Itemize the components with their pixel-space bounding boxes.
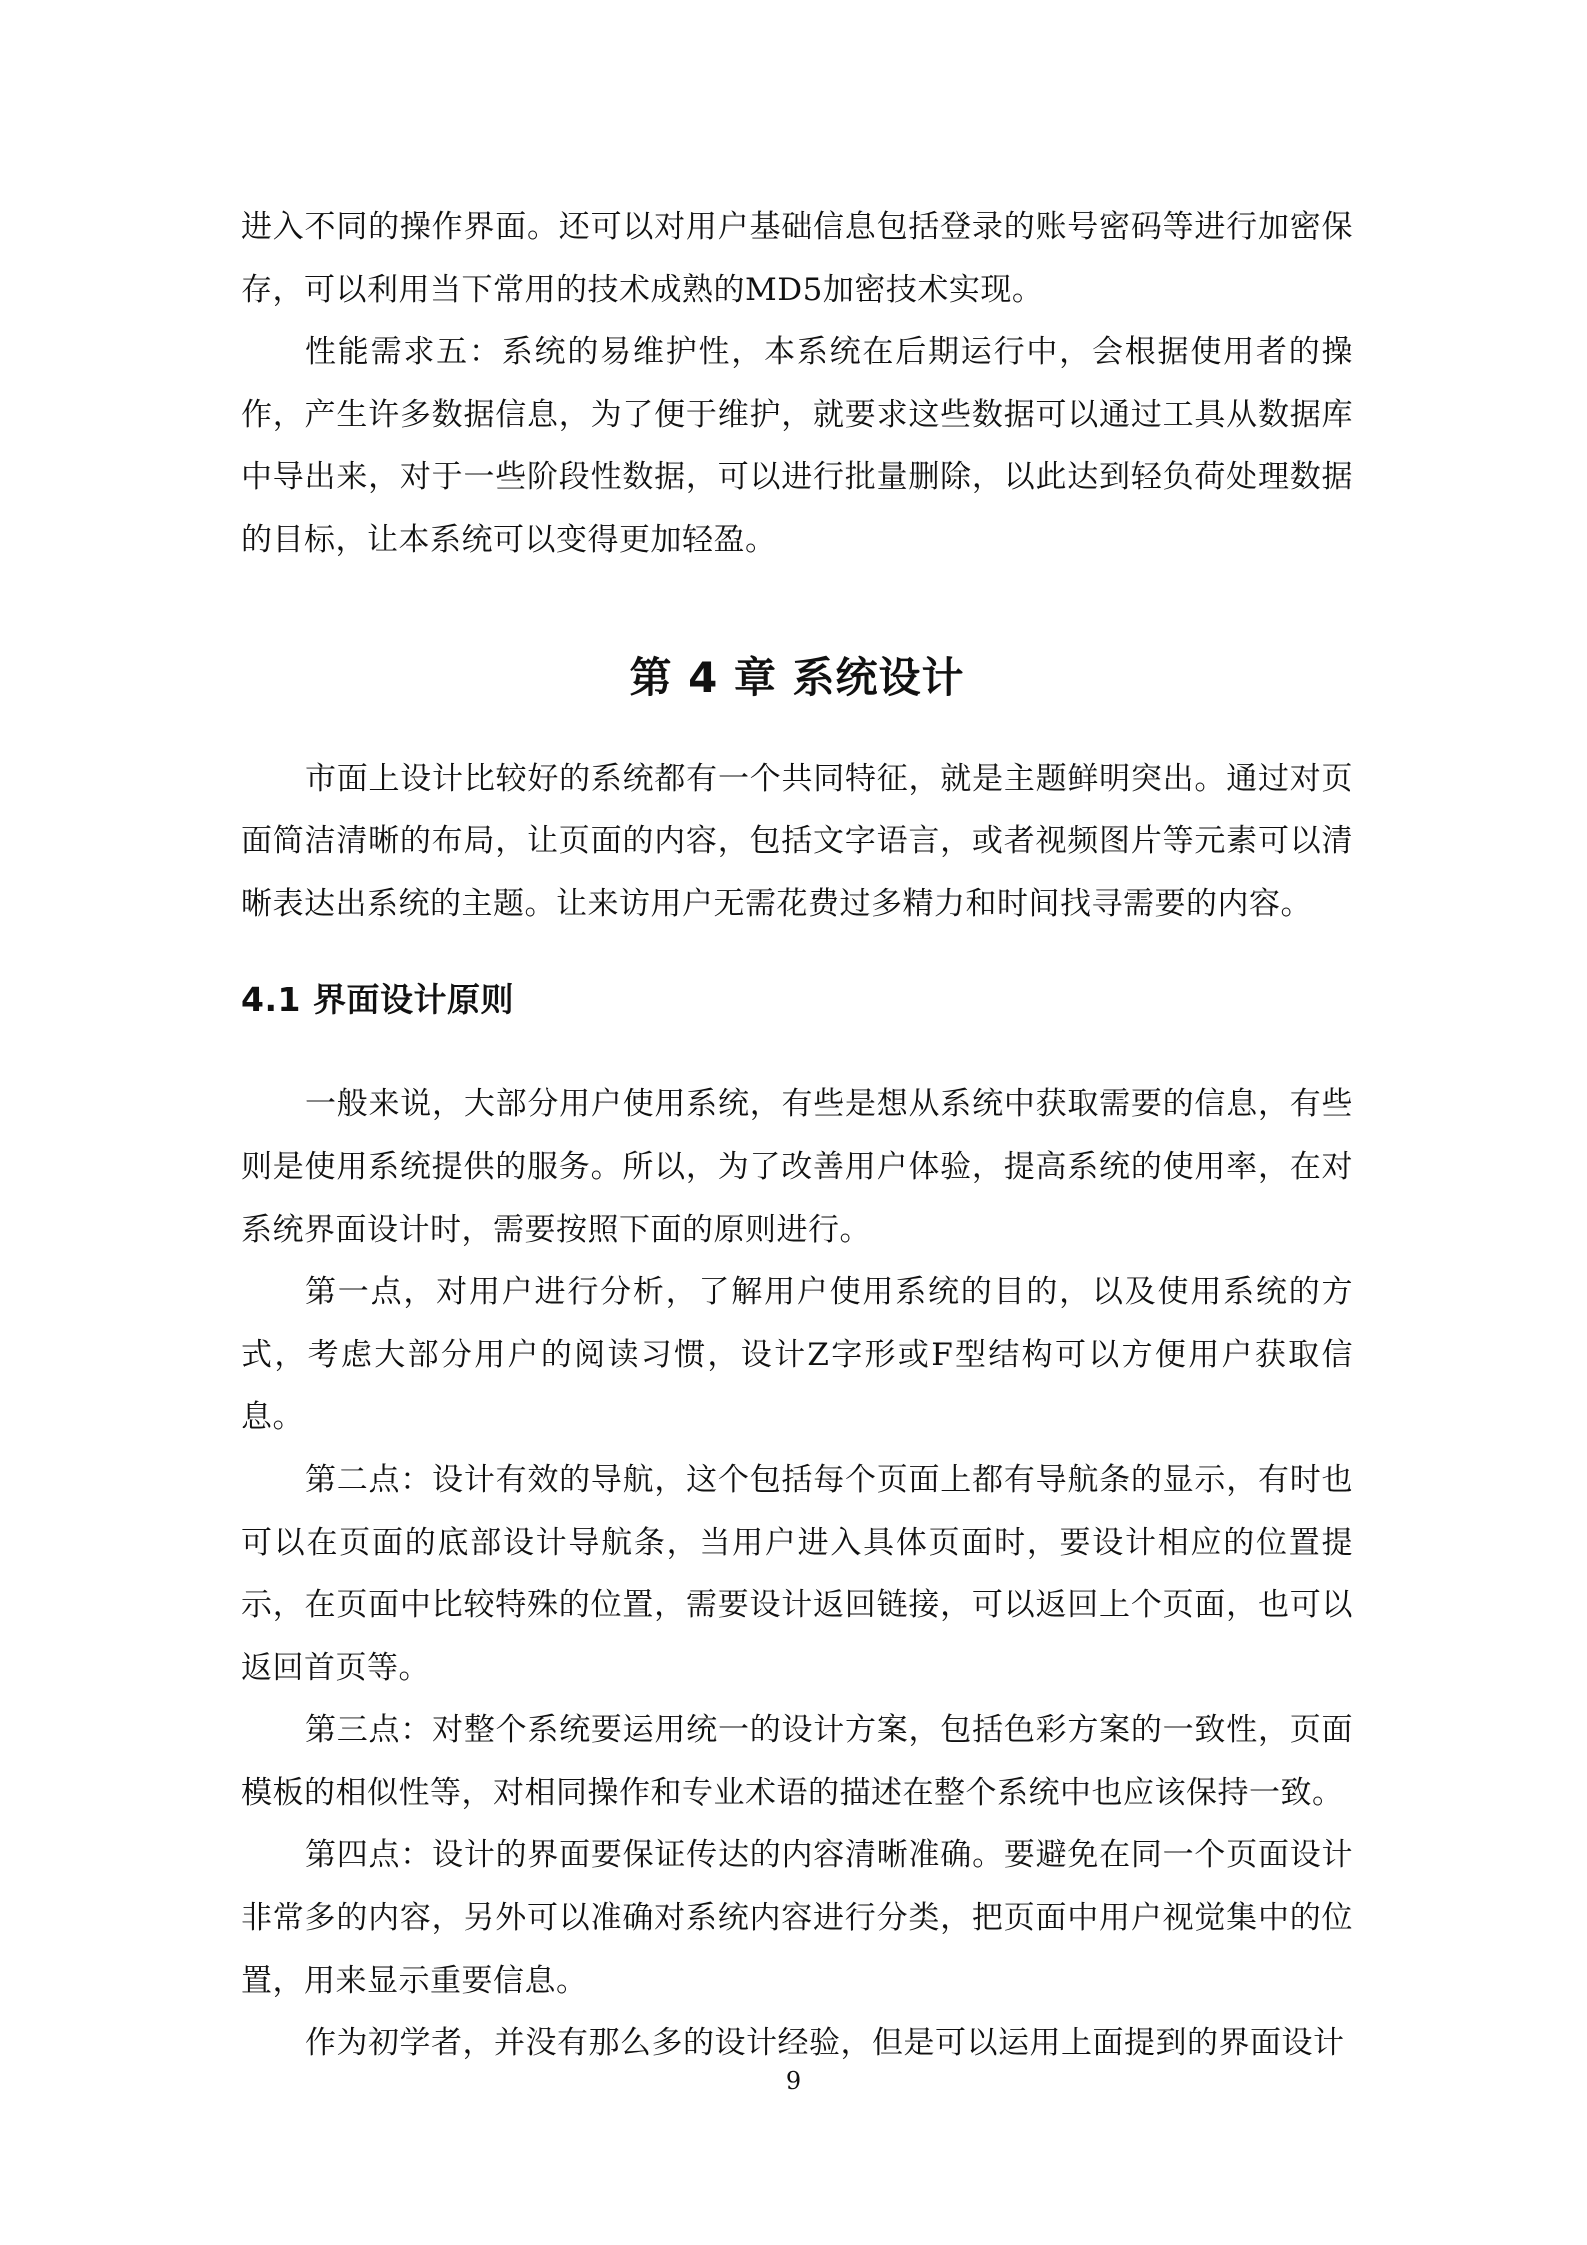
body-paragraph: 第二点：设计有效的导航，这个包括每个页面上都有导航条的显示，有时也可以在页面的底部设计导航条，当用户进入具体页面时，要设计相应的位置提示，在页面中比较特殊的位置，需要设计返回链接，可以返回上个页面，也可以返回首页等。 [241,1461,1353,1686]
section-title: 4.1 界面设计原则 [241,980,514,1020]
page-number: 9 [785,2067,802,2095]
body-paragraph: 一般来说，大部分用户使用系统，有些是想从系统中获取需要的信息，有些则是使用系统提供的服务。所以，为了改善用户体验，提高系统的使用率，在对系统界面设计时，需要按照下面的原则进行。 [241,1086,1353,1248]
page-body [241,196,1353,2075]
body-paragraph: 第三点：对整个系统要运用统一的设计方案，包括色彩方案的一致性，页面模板的相似性等，对相同操作和专业术语的描述在整个系统中也应该保持一致。 [241,1712,1353,1811]
body-paragraph: 市面上设计比较好的系统都有一个共同特征，就是主题鲜明突出。通过对页面简洁清晰的布局，让页面的内容，包括文字语言，或者视频图片等元素可以清晰表达出系统的主题。让来访用户无需花费过多精力和时间找寻需要的内容。 [241,760,1353,922]
body-paragraph: 第一点，对用户进行分析，了解用户使用系统的目的，以及使用系统的方式，考虑大部分用户的阅读习惯，设计Z字形或F型结构可以方便用户获取信息。 [241,1274,1353,1436]
body-paragraph: 作为初学者，并没有那么多的设计经验，但是可以运用上面提到的界面设计 [305,2025,1345,2062]
body-paragraph: 进入不同的操作界面。还可以对用户基础信息包括登录的账号密码等进行加密保存，可以利用当下常用的技术成熟的MD5加密技术实现。 [241,209,1353,308]
body-paragraph: 第四点：设计的界面要保证传达的内容清晰准确。要避免在同一个页面设计非常多的内容，另外可以准确对系统内容进行分类，把页面中用户视觉集中的位置，用来显示重要信息。 [241,1837,1353,1999]
body-paragraph: 性能需求五：系统的易维护性，本系统在后期运行中，会根据使用者的操作，产生许多数据信息，为了便于维护，就要求这些数据可以通过工具从数据库中导出来，对于一些阶段性数据，可以进行批量删除，以此达到轻负荷处理数据的目标，让本系统可以变得更加轻盈。 [241,334,1353,558]
chapter-title: 第 4 章 系统设计 [629,652,965,702]
